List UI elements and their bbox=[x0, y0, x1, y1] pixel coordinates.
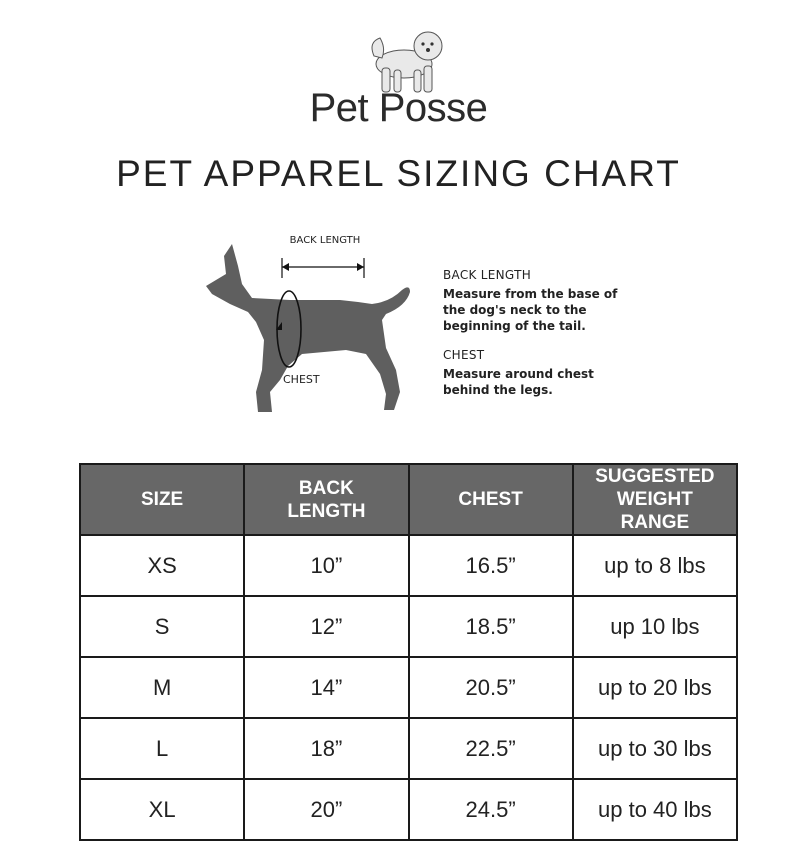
legend-back-length-heading: BACK LENGTH bbox=[443, 268, 532, 282]
legend-back-length-description: Measure from the base of the dog's neck to the beginning of the tail. bbox=[443, 287, 618, 333]
cell-chest: 22.5” bbox=[409, 718, 573, 779]
cell-size: S bbox=[80, 596, 244, 657]
cell-weight-range: up to 40 lbs bbox=[573, 779, 737, 840]
header-weight-range: SUGGESTED WEIGHT RANGE bbox=[573, 464, 737, 535]
header-back-length: BACK LENGTH bbox=[244, 464, 408, 535]
cell-back-length: 18” bbox=[244, 718, 408, 779]
cell-size: XS bbox=[80, 535, 244, 596]
cell-back-length: 10” bbox=[244, 535, 408, 596]
legend-chest-heading: CHEST bbox=[443, 348, 485, 362]
cell-back-length: 14” bbox=[244, 657, 408, 718]
table-row bbox=[80, 596, 737, 657]
legend-chest-description: Measure around chest behind the legs. bbox=[443, 367, 594, 397]
header-size: SIZE bbox=[80, 464, 244, 535]
cell-weight-range: up to 30 lbs bbox=[573, 718, 737, 779]
cell-chest: 16.5” bbox=[409, 535, 573, 596]
table-row bbox=[80, 779, 737, 840]
cell-weight-range: up 10 lbs bbox=[573, 596, 737, 657]
table-row bbox=[80, 535, 737, 596]
measurement-diagram bbox=[190, 230, 430, 420]
table-header-row bbox=[80, 464, 737, 535]
cell-size: XL bbox=[80, 779, 244, 840]
table-row bbox=[80, 718, 737, 779]
cell-weight-range: up to 8 lbs bbox=[573, 535, 737, 596]
cell-chest: 24.5” bbox=[409, 779, 573, 840]
sizing-table bbox=[79, 463, 738, 841]
header-chest: CHEST bbox=[409, 464, 573, 535]
brand-name: Pet Posse bbox=[309, 86, 488, 130]
cell-size: M bbox=[80, 657, 244, 718]
page-title: PET APPAREL SIZING CHART bbox=[116, 153, 681, 194]
table-row bbox=[80, 657, 737, 718]
cell-weight-range: up to 20 lbs bbox=[573, 657, 737, 718]
chest-label: CHEST bbox=[283, 373, 320, 386]
measurement-legend bbox=[443, 268, 643, 412]
back-length-label: BACK LENGTH bbox=[289, 235, 361, 246]
cell-chest: 20.5” bbox=[409, 657, 573, 718]
cell-size: L bbox=[80, 718, 244, 779]
cell-back-length: 12” bbox=[244, 596, 408, 657]
legend-chest bbox=[443, 348, 643, 398]
cell-chest: 18.5” bbox=[409, 596, 573, 657]
legend-back-length bbox=[443, 268, 643, 334]
dog-silhouette-icon bbox=[190, 230, 430, 420]
cell-back-length: 20” bbox=[244, 779, 408, 840]
